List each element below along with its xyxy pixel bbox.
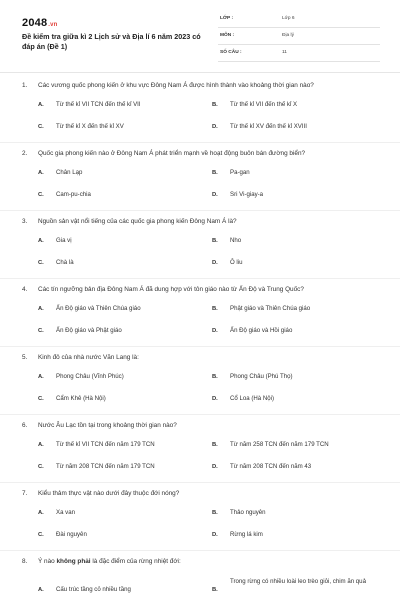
option-text: Từ thế kỉ VII TCN đến thế kỉ VII	[56, 101, 141, 108]
logo-suffix: .vn	[48, 22, 58, 28]
option-letter: A.	[38, 587, 44, 593]
info-row-question-count	[218, 47, 380, 62]
option-text: Từ thế kỉ X đến thế kỉ XV	[56, 123, 124, 130]
option-text: Phật giáo và Thiên Chúa giáo	[230, 305, 311, 312]
option-text: Pa-gan	[230, 169, 250, 176]
exam-info-panel	[218, 13, 380, 64]
option-text: Cam-pu-chia	[56, 191, 91, 198]
question-text	[38, 354, 383, 362]
option-text: Ấn Độ giáo và Phật giáo	[56, 327, 122, 334]
question-separator	[0, 414, 400, 415]
option-letter: B.	[212, 102, 218, 108]
option-letter: C.	[38, 192, 44, 198]
page-header	[0, 0, 400, 72]
option-letter: D.	[212, 124, 218, 130]
option-text: Thảo nguyên	[230, 509, 266, 516]
question-separator	[0, 482, 400, 483]
question-text-part: Kinh đô của nhà nước Văn Lang là:	[38, 354, 139, 361]
option-letter: C.	[38, 464, 44, 470]
option-text: Ấn Độ giáo và Hồi giáo	[230, 327, 293, 334]
option-letter: C.	[38, 532, 44, 538]
option-letter: C.	[38, 328, 44, 334]
question-text-part: Nước Âu Lạc tồn tại trong khoảng thời gian nào?	[38, 422, 177, 429]
option-letter: A.	[38, 306, 44, 312]
question-text	[38, 82, 383, 90]
option-text: Từ thế kỉ XV đến thế kỉ XVIII	[230, 123, 307, 130]
option-text: Ô liu	[230, 259, 243, 266]
option-letter: A.	[38, 238, 44, 244]
question-text-part: Kiểu thảm thực vật nào dưới đây thuộc đới nóng?	[38, 490, 180, 497]
option-letter: A.	[38, 374, 44, 380]
option-text: Chà là	[56, 259, 74, 266]
question-text	[38, 150, 383, 158]
option-letter: A.	[38, 510, 44, 516]
option-text: Chân Lạp	[56, 169, 83, 176]
info-row-subject	[218, 30, 380, 45]
option-letter: C.	[38, 260, 44, 266]
question-number: 5.	[22, 354, 28, 361]
option-text: Gia vị	[56, 237, 72, 244]
option-letter: C.	[38, 396, 44, 402]
option-letter: B.	[212, 510, 218, 516]
info-label: LỚP :	[220, 16, 234, 21]
option-text: Từ năm 208 TCN đến năm 179 TCN	[56, 463, 155, 470]
option-text: Sri Vi-giay-a	[230, 191, 264, 198]
question-number: 4.	[22, 286, 28, 293]
exam-title: Đề kiểm tra giữa kì 2 Lịch sử và Địa lí 6 năm 2023 có đáp án (Đề 1)	[22, 32, 201, 51]
question-number: 8.	[22, 558, 28, 565]
info-value: 11	[282, 50, 287, 55]
option-text: Phong Châu (Vĩnh Phúc)	[56, 373, 124, 380]
question-text	[38, 422, 383, 430]
option-text: Xa van	[56, 509, 75, 516]
question-text-part: Nguồn sản vật nổi tiếng của các quốc gia phong kiến Đông Nam Á là?	[38, 218, 237, 225]
option-letter: B.	[212, 306, 218, 312]
option-letter: D.	[212, 192, 218, 198]
info-row-class	[218, 13, 380, 28]
info-label: SỐ CÂU :	[220, 50, 242, 55]
option-text: Từ thế kỉ VII TCN đến năm 179 TCN	[56, 441, 155, 448]
info-value: Địa lý	[282, 33, 294, 38]
logo-main: 2048	[22, 17, 48, 29]
question-text-emphasis: không phải	[56, 558, 91, 565]
option-letter: D.	[212, 532, 218, 538]
option-text: Từ thế kỉ VII đến thế kỉ X	[230, 101, 298, 108]
option-letter: B.	[212, 442, 218, 448]
option-text: Cổ Loa (Hà Nội)	[230, 395, 275, 402]
question-text-part: Ý nào	[38, 558, 57, 565]
option-letter: A.	[38, 170, 44, 176]
option-letter: C.	[38, 124, 44, 130]
question-text	[38, 490, 383, 498]
question-number: 6.	[22, 422, 28, 429]
info-label: MÔN :	[220, 33, 235, 38]
option-letter: D.	[212, 260, 218, 266]
option-text: Rừng lá kim	[230, 531, 263, 538]
option-letter: D.	[212, 396, 218, 402]
header-divider	[0, 72, 400, 73]
option-letter: B.	[212, 238, 218, 244]
option-letter: B.	[212, 374, 218, 380]
question-separator	[0, 210, 400, 211]
question-text	[38, 558, 383, 566]
question-number: 1.	[22, 82, 28, 89]
option-text: Phong Châu (Phú Thọ)	[230, 373, 293, 380]
question-separator	[0, 346, 400, 347]
option-text: Nho	[230, 237, 242, 244]
question-text	[38, 286, 383, 294]
option-letter: B.	[212, 587, 218, 593]
option-text: Cấu trúc tầng cỏ nhiều tầng	[56, 586, 131, 593]
option-text: Ấn Độ giáo và Thiên Chúa giáo	[56, 305, 141, 312]
option-letter: B.	[212, 170, 218, 176]
option-text: Từ năm 258 TCN đến năm 179 TCN	[230, 441, 329, 448]
question-text-part: Quốc gia phong kiến nào ở Đông Nam Á phát triển mạnh về hoạt động buôn bán đường biển?	[38, 150, 306, 157]
question-text	[38, 218, 383, 226]
info-value: Lớp 6	[282, 16, 295, 21]
question-text-part: Các tín ngưỡng bản địa Đông Nam Á đã dung hợp với tôn giáo nào từ Ấn Độ và Trung Quốc?	[38, 286, 304, 293]
option-letter: A.	[38, 102, 44, 108]
option-text: Đài nguyên	[56, 531, 87, 538]
question-separator	[0, 278, 400, 279]
question-number: 2.	[22, 150, 28, 157]
option-letter: A.	[38, 442, 44, 448]
option-text: Cẩm Khê (Hà Nội)	[56, 395, 106, 402]
question-text-part: là đặc điểm của rừng nhiệt đới:	[90, 558, 181, 565]
option-text: Trong rừng có nhiều loài leo trèo giỏi, chim ăn quả	[230, 578, 366, 585]
question-number: 3.	[22, 218, 28, 225]
question-number: 7.	[22, 490, 28, 497]
site-logo[interactable]	[22, 17, 58, 29]
option-letter: D.	[212, 464, 218, 470]
option-letter: D.	[212, 328, 218, 334]
question-text-part: Các vương quốc phong kiến ở khu vực Đông Nam Á được hình thành vào khoảng thời gian nào?	[38, 82, 314, 89]
question-separator	[0, 550, 400, 551]
question-separator	[0, 142, 400, 143]
option-text: Từ năm 208 TCN đến năm 43	[230, 463, 312, 470]
